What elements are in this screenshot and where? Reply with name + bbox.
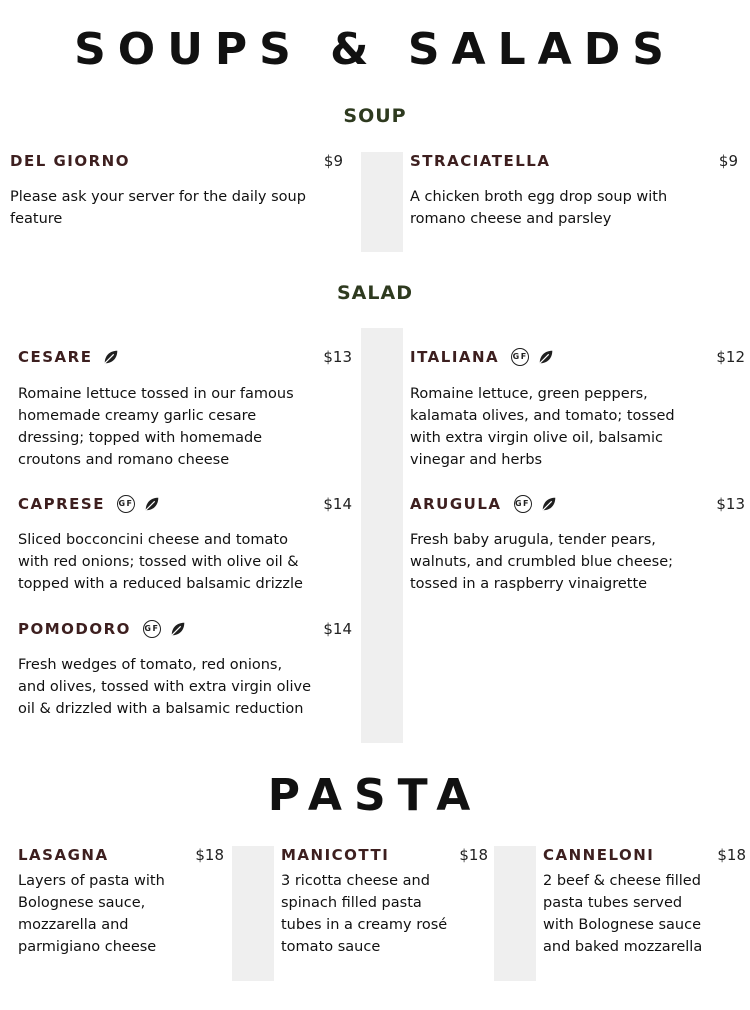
leaf-icon <box>537 348 555 366</box>
item-price: $9 <box>323 152 343 170</box>
item-desc-line: spinach filled pasta <box>281 895 422 911</box>
item-name: MANICOTTI <box>281 846 390 864</box>
menu-item-cesare <box>18 348 352 471</box>
item-name: DEL GIORNO <box>10 152 130 170</box>
item-desc-line: topped with a reduced balsamic drizzle <box>18 576 303 592</box>
item-desc-line: Layers of pasta with <box>18 873 165 889</box>
item-price: $18 <box>459 846 488 864</box>
item-name: ITALIANA <box>410 348 500 366</box>
item-desc-line: tomato sauce <box>281 939 381 955</box>
item-desc-line: croutons and romano cheese <box>18 452 230 468</box>
item-desc-line: tubes in a creamy rosé <box>281 917 448 933</box>
item-name: POMODORO <box>18 620 131 638</box>
leaf-icon <box>143 495 161 513</box>
item-price: $9 <box>718 152 738 170</box>
item-desc-line: oil & drizzled with a balsamic reduction <box>18 701 304 717</box>
item-desc-line: dressing; topped with homemade <box>18 430 263 446</box>
item-desc-line: walnuts, and crumbled blue cheese; <box>410 554 674 570</box>
soup-heading: SOUP <box>343 105 407 127</box>
item-desc-line: romano cheese and parsley <box>410 211 612 227</box>
gluten-free-icon: GF <box>117 495 135 513</box>
item-desc-line: and olives, tossed with extra virgin olive <box>18 679 312 695</box>
item-price: $14 <box>323 495 352 513</box>
item-desc-line: Fresh baby arugula, tender pears, <box>410 532 656 548</box>
soup-divider <box>361 152 403 252</box>
item-desc-line: Romaine lettuce, green peppers, <box>410 386 648 402</box>
item-desc-line: with Bolognese sauce <box>543 917 702 933</box>
menu-item-pomodoro <box>18 620 352 720</box>
pasta-title: PASTA <box>267 770 483 821</box>
item-desc-line: Please ask your server for the daily soup <box>10 189 306 205</box>
item-price: $13 <box>323 348 352 366</box>
menu-item-canneloni <box>543 846 746 958</box>
item-price: $18 <box>717 846 746 864</box>
item-price: $18 <box>195 846 224 864</box>
item-desc-line: Bolognese sauce, <box>18 895 146 911</box>
item-desc-line: homemade creamy garlic cesare <box>18 408 257 424</box>
item-desc-line: pasta tubes served <box>543 895 683 911</box>
item-desc-line: mozzarella and <box>18 917 129 933</box>
item-desc-line: with extra virgin olive oil, balsamic <box>410 430 663 446</box>
item-desc-line: and baked mozzarella <box>543 939 703 955</box>
item-desc-line: vinegar and herbs <box>410 452 543 468</box>
leaf-icon <box>102 348 120 366</box>
menu-item-manicotti <box>281 846 488 958</box>
pasta-divider-2 <box>494 846 536 981</box>
menu-item-lasagna <box>18 846 224 958</box>
salad-heading: SALAD <box>337 282 413 304</box>
item-desc-line: parmigiano cheese <box>18 939 157 955</box>
item-desc-line: feature <box>10 211 63 227</box>
item-desc-line: Sliced bocconcini cheese and tomato <box>18 532 288 548</box>
item-name: CANNELONI <box>543 846 655 864</box>
pasta-divider-1 <box>232 846 274 981</box>
leaf-icon <box>169 620 187 638</box>
item-desc-line: tossed in a raspberry vinaigrette <box>410 576 648 592</box>
leaf-icon <box>540 495 558 513</box>
menu-item-del-giorno <box>10 152 345 230</box>
item-desc-line: A chicken broth egg drop soup with <box>410 189 668 205</box>
item-price: $12 <box>716 348 745 366</box>
item-desc-line: 2 beef & cheese filled <box>543 873 701 889</box>
item-name: CAPRESE <box>18 495 105 513</box>
item-price: $14 <box>323 620 352 638</box>
item-desc-line: kalamata olives, and tomato; tossed <box>410 408 675 424</box>
item-name: LASAGNA <box>18 846 109 864</box>
menu-item-caprese <box>18 495 352 595</box>
gluten-free-icon: GF <box>511 348 529 366</box>
item-desc-line: Fresh wedges of tomato, red onions, <box>18 657 283 673</box>
menu-item-straciatella <box>410 152 738 230</box>
item-desc-line: Romaine lettuce tossed in our famous <box>18 386 294 402</box>
item-desc-line: 3 ricotta cheese and <box>281 873 430 889</box>
gluten-free-icon: GF <box>143 620 161 638</box>
menu-item-arugula <box>410 495 745 595</box>
menu-item-italiana <box>410 348 745 471</box>
item-price: $13 <box>716 495 745 513</box>
salad-divider <box>361 328 403 743</box>
gluten-free-icon: GF <box>514 495 532 513</box>
item-name: CESARE <box>18 348 93 366</box>
page-title: SOUPS & SALADS <box>74 24 676 75</box>
item-desc-line: with red onions; tossed with olive oil & <box>18 554 299 570</box>
item-name: ARUGULA <box>410 495 502 513</box>
item-name: STRACIATELLA <box>410 152 551 170</box>
